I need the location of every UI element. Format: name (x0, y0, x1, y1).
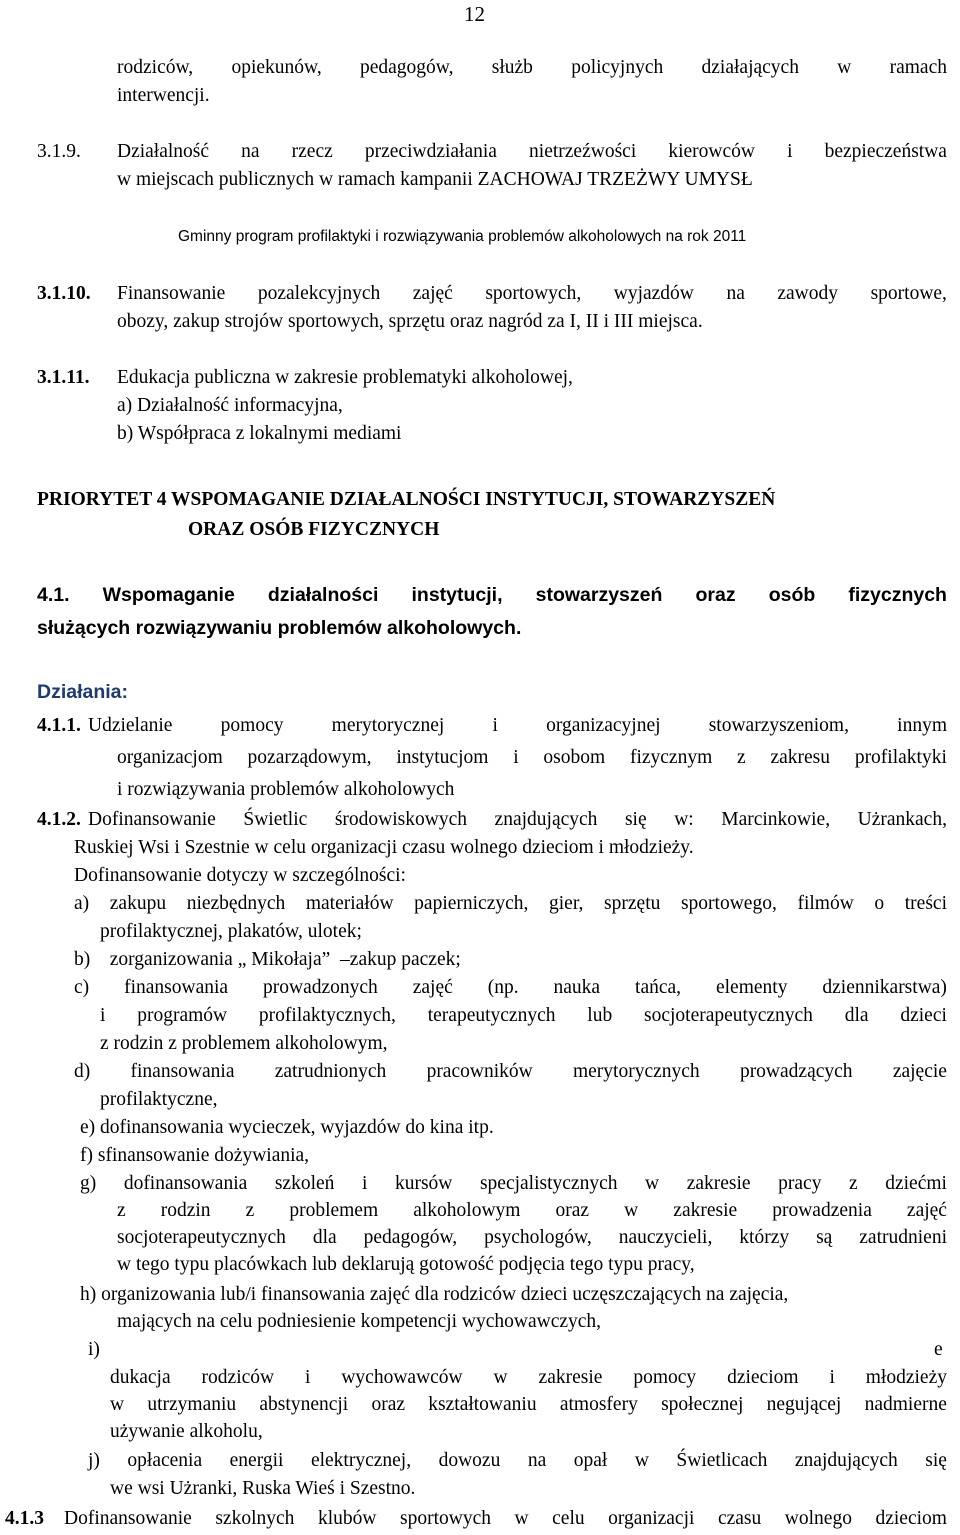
word: z (117, 1200, 126, 1221)
word: społecznej (661, 1394, 744, 1415)
word: sportowych (399, 1508, 491, 1529)
item-g-line-1 (80, 1172, 947, 1196)
word: pedagogów, (363, 1227, 458, 1248)
word: dofinansowania (123, 1173, 248, 1194)
section-3-1-11-line-3: b) Współpraca z lokalnymi mediami (117, 423, 402, 444)
word: kształtowaniu (428, 1394, 537, 1415)
action-number-4-1-3: 4.1.3 (5, 1508, 44, 1529)
word: w (645, 1173, 660, 1194)
word: się (925, 1450, 947, 1471)
word: Świetlicach (676, 1450, 768, 1471)
word: dla (312, 1227, 337, 1248)
action-4-1-1-line-3: i rozwiązywania problemów alkoholowych (117, 779, 455, 800)
word: osobom (543, 747, 606, 768)
action-4-1-2-line-1 (88, 808, 947, 832)
action-4-1-1-line-1 (88, 714, 947, 738)
section-3-1-10-line-2: obozy, zakup strojów sportowych, sprzętu oraz nagród za I, II i III miejsca. (117, 311, 703, 332)
word: pedagogów, (359, 57, 454, 78)
page-number: 12 (464, 2, 485, 26)
word: w (110, 1394, 125, 1415)
section-3-1-9-line-2: w miejscach publicznych w ramach kampanii ZACHOWAJ TRZEŻWY UMYSŁ (117, 169, 753, 190)
word: zatrudnionych (274, 1061, 387, 1082)
item-e-line-1: e) dofinansowania wycieczek, wyjazdów do kina itp. (80, 1117, 494, 1138)
word: ramach (889, 57, 947, 78)
word: i (513, 747, 519, 768)
word: elektrycznej, (310, 1450, 412, 1471)
action-4-1-2-line-3: Dofinansowanie dotyczy w szczególności: (74, 865, 406, 886)
word: sportowe, (870, 283, 947, 304)
item-i-label: i) (88, 1339, 100, 1360)
word: z (737, 747, 746, 768)
item-a-line-1 (74, 892, 947, 916)
word: prowadzenia (772, 1200, 872, 1221)
word: specjalistycznych (479, 1173, 618, 1194)
word: zakresie (673, 1200, 738, 1221)
word: zajęć (412, 977, 453, 998)
word: lub (587, 1005, 613, 1026)
word: energii (229, 1450, 284, 1471)
word: nietrzeźwości (529, 141, 637, 162)
word: na (527, 1450, 547, 1471)
word: opał (573, 1450, 608, 1471)
word: w (624, 1200, 639, 1221)
word: na (241, 141, 260, 162)
section-3-1-11-line-1: Edukacja publiczna w zakresie problematyki alkoholowej, (117, 367, 573, 388)
word: oraz (555, 1200, 590, 1221)
word: niezbędnych (186, 893, 286, 914)
item-j-line-2: we wsi Użranki, Ruska Wieś i Szestno. (110, 1478, 416, 1499)
word: zajęcie (892, 1061, 947, 1082)
word: zatrudnieni (859, 1227, 947, 1248)
word: merytorycznych (572, 1061, 700, 1082)
word: środowiskowych (334, 809, 467, 830)
actions-heading: Działania: (37, 681, 129, 703)
word: Marcinkowie, (721, 809, 831, 830)
word: (np. (487, 977, 519, 998)
item-a-line-2: profilaktycznej, plakatów, ulotek; (100, 921, 362, 942)
word: i (361, 1173, 368, 1194)
word: profilaktycznych, (258, 1005, 396, 1026)
word: nauka (553, 977, 601, 998)
word: oraz (371, 1394, 406, 1415)
section-number-3-1-9: 3.1.9. (37, 141, 81, 162)
word: i (787, 141, 793, 162)
word: policyjnych (571, 57, 664, 78)
word: problemem (289, 1200, 379, 1221)
word: kierowców (668, 141, 755, 162)
word: profilaktyki (854, 747, 947, 768)
word: dziećmi (885, 1173, 947, 1194)
word: programów (137, 1005, 228, 1026)
word: fizycznym (629, 747, 713, 768)
word: i (100, 1005, 106, 1026)
word: pomocy (220, 715, 284, 736)
word: Dofinansowanie (88, 809, 216, 830)
word: socjoterapeutycznych (644, 1005, 813, 1026)
word: znajdujących (794, 1450, 898, 1471)
action-number-4-1-1: 4.1.1. (37, 715, 81, 736)
item-b-line-1: b) zorganizowania „ Mikołaja” –zakup paczek; (74, 949, 461, 970)
word: klubów (317, 1508, 377, 1529)
word: młodzieży (865, 1367, 947, 1388)
word: w (514, 1508, 529, 1529)
word: przeciwdziałania (364, 141, 497, 162)
item-h-line-2: mających na celu podniesienie kompetencji wychowawczych, (117, 1311, 602, 1332)
word: organizacjom (117, 747, 223, 768)
item-c-line-1 (74, 976, 947, 1000)
heading-4-1-line-2: służących rozwiązywaniu problemów alkoholowych. (37, 617, 522, 639)
word: wolnego (784, 1508, 852, 1529)
item-g-line-3 (117, 1226, 947, 1250)
word: j) (88, 1450, 100, 1471)
word: Udzielanie (88, 715, 173, 736)
word: dzieciom (727, 1367, 799, 1388)
word: pozarządowym, (247, 747, 372, 768)
word: pracy (778, 1173, 822, 1194)
word: sportowego, (680, 893, 777, 914)
word: papierniczych, (414, 893, 529, 914)
word: dukacja (110, 1367, 171, 1388)
word: są (816, 1227, 833, 1248)
word: w (837, 57, 852, 78)
word: d) (74, 1061, 91, 1082)
word: nauczycieli, (618, 1227, 713, 1248)
word: fizycznych (848, 584, 947, 606)
word: działalności (267, 584, 379, 606)
item-i-letter: e (934, 1339, 943, 1360)
word: służb (491, 57, 533, 78)
action-4-1-2-line-2: Ruskiej Wsi i Szestnie w celu organizacji czasu wolnego dzieciom i młodzieży. (74, 837, 694, 858)
word: czasu (717, 1508, 762, 1529)
item-d-line-1 (74, 1060, 947, 1084)
word: stowarzyszeniom, (708, 715, 849, 736)
word: działających (701, 57, 799, 78)
word: instytucji, (411, 584, 503, 606)
word: gier, (549, 893, 584, 914)
priority-heading-line-1: PRIORYTET 4 WSPOMAGANIE DZIAŁALNOŚCI INSTYTUCJI, STOWARZYSZEŃ (37, 489, 776, 510)
word: abstynencji (259, 1394, 349, 1415)
word: zakresu (770, 747, 831, 768)
word: opiekunów, (231, 57, 322, 78)
word: dzieciom (875, 1508, 947, 1529)
intro-line-1 (117, 56, 947, 80)
word: Działalność (117, 141, 210, 162)
word: zajęć (906, 1200, 947, 1221)
word: prowadzących (739, 1061, 853, 1082)
action-number-4-1-2: 4.1.2. (37, 809, 81, 830)
word: g) (80, 1173, 97, 1194)
item-i-line-2 (110, 1393, 947, 1417)
item-g-line-4: w tego typu placówkach lub deklarują gotowość podjęcia tego typu pracy, (117, 1254, 695, 1275)
word: celu (552, 1508, 585, 1529)
word: na (726, 283, 745, 304)
section-number-3-1-10: 3.1.10. (37, 283, 91, 304)
word: wyjazdów (613, 283, 694, 304)
word: 4.1. (37, 584, 70, 606)
word: rodzin (160, 1200, 211, 1221)
word: o (874, 893, 885, 914)
word: którzy (739, 1227, 790, 1248)
word: z (245, 1200, 255, 1221)
word: oraz (695, 584, 736, 606)
item-j-line-1 (88, 1449, 947, 1473)
action-4-1-1-line-2 (117, 746, 947, 770)
word: negującej (766, 1394, 842, 1415)
word: pozalekcyjnych (257, 283, 381, 304)
word: utrzymaniu (147, 1394, 237, 1415)
word: dowozu (438, 1450, 501, 1471)
word: z (849, 1173, 858, 1194)
action-4-1-3-line-1 (64, 1507, 947, 1531)
word: Finansowanie (117, 283, 226, 304)
word: dziennikarstwa) (822, 977, 947, 998)
word: szkolnych (215, 1508, 295, 1529)
word: materiałów (305, 893, 394, 914)
section-number-3-1-11: 3.1.11. (37, 367, 90, 388)
word: Użrankach, (857, 809, 947, 830)
word: i (829, 1367, 835, 1388)
item-i-line-1 (110, 1366, 947, 1390)
word: zawody (777, 283, 839, 304)
word: terapeutycznych (427, 1005, 556, 1026)
word: filmów (797, 893, 854, 914)
word: i (305, 1367, 311, 1388)
section-3-1-9-line-1 (117, 140, 947, 164)
word: prowadzonych (263, 977, 378, 998)
item-i-line-3: używanie alkoholu, (110, 1421, 263, 1442)
running-subtitle: Gminny program profilaktyki i rozwiązywania problemów alkoholowych na rok 2011 (178, 228, 747, 245)
word: innym (897, 715, 947, 736)
word: sprzętu (604, 893, 661, 914)
word: osób (768, 584, 816, 606)
word: a) (74, 893, 90, 914)
word: się (624, 809, 647, 830)
word: socjoterapeutycznych (117, 1227, 286, 1248)
word: zajęć (412, 283, 453, 304)
word: dla (844, 1005, 869, 1026)
item-d-line-2: profilaktyczne, (100, 1089, 218, 1110)
word: bezpieczeństwa (824, 141, 947, 162)
intro-line-2: interwencji. (117, 85, 210, 106)
word: stowarzyszeń (535, 584, 663, 606)
word: finansowania (130, 1061, 235, 1082)
word: nadmierne (864, 1394, 947, 1415)
word: organizacyjnej (546, 715, 661, 736)
word: wychowawców (341, 1367, 463, 1388)
section-3-1-10-line-1 (117, 282, 947, 306)
item-c-line-3: z rodzin z problemem alkoholowym, (100, 1033, 388, 1054)
word: rzecz (291, 141, 333, 162)
word: Wspomaganie (102, 584, 235, 606)
word: finansowania (124, 977, 229, 998)
word: zakresie (538, 1367, 603, 1388)
word: atmosfery (559, 1394, 638, 1415)
word: treści (904, 893, 947, 914)
item-h-line-1: h) organizowania lub/i finansowania zajęć dla rodziców dzieci uczęszczających na zajęcia, (80, 1284, 789, 1305)
word: organizacji (608, 1508, 695, 1529)
item-c-line-2 (100, 1004, 947, 1028)
priority-heading-line-2: ORAZ OSÓB FIZYCZNYCH (188, 519, 440, 540)
word: Dofinansowanie (64, 1508, 192, 1529)
word: i (492, 715, 498, 736)
word: w (634, 1450, 649, 1471)
word: w: (674, 809, 694, 830)
word: szkoleń (274, 1173, 335, 1194)
word: w (493, 1367, 508, 1388)
heading-4-1-line-1 (37, 583, 947, 607)
word: zakupu (109, 893, 167, 914)
item-f-line-1: f) sfinansowanie dożywiania, (80, 1145, 310, 1166)
word: sportowych, (485, 283, 582, 304)
word: psychologów, (484, 1227, 592, 1248)
word: tańca, (635, 977, 682, 998)
word: Świetlic (243, 809, 308, 830)
word: opłacenia (127, 1450, 203, 1471)
word: alkoholowym (413, 1200, 521, 1221)
word: dzieci (900, 1005, 947, 1026)
word: elementy (715, 977, 788, 998)
word: c) (74, 977, 90, 998)
word: znajdujących (494, 809, 598, 830)
word: kursów (394, 1173, 453, 1194)
word: rodziców, (117, 57, 194, 78)
word: rodziców (201, 1367, 275, 1388)
word: instytucjom (396, 747, 489, 768)
word: merytorycznej (331, 715, 445, 736)
word: pomocy (633, 1367, 697, 1388)
item-g-line-2 (117, 1199, 947, 1223)
section-3-1-11-line-2: a) Działalność informacyjna, (117, 395, 343, 416)
word: zakresie (686, 1173, 751, 1194)
word: pracowników (426, 1061, 533, 1082)
